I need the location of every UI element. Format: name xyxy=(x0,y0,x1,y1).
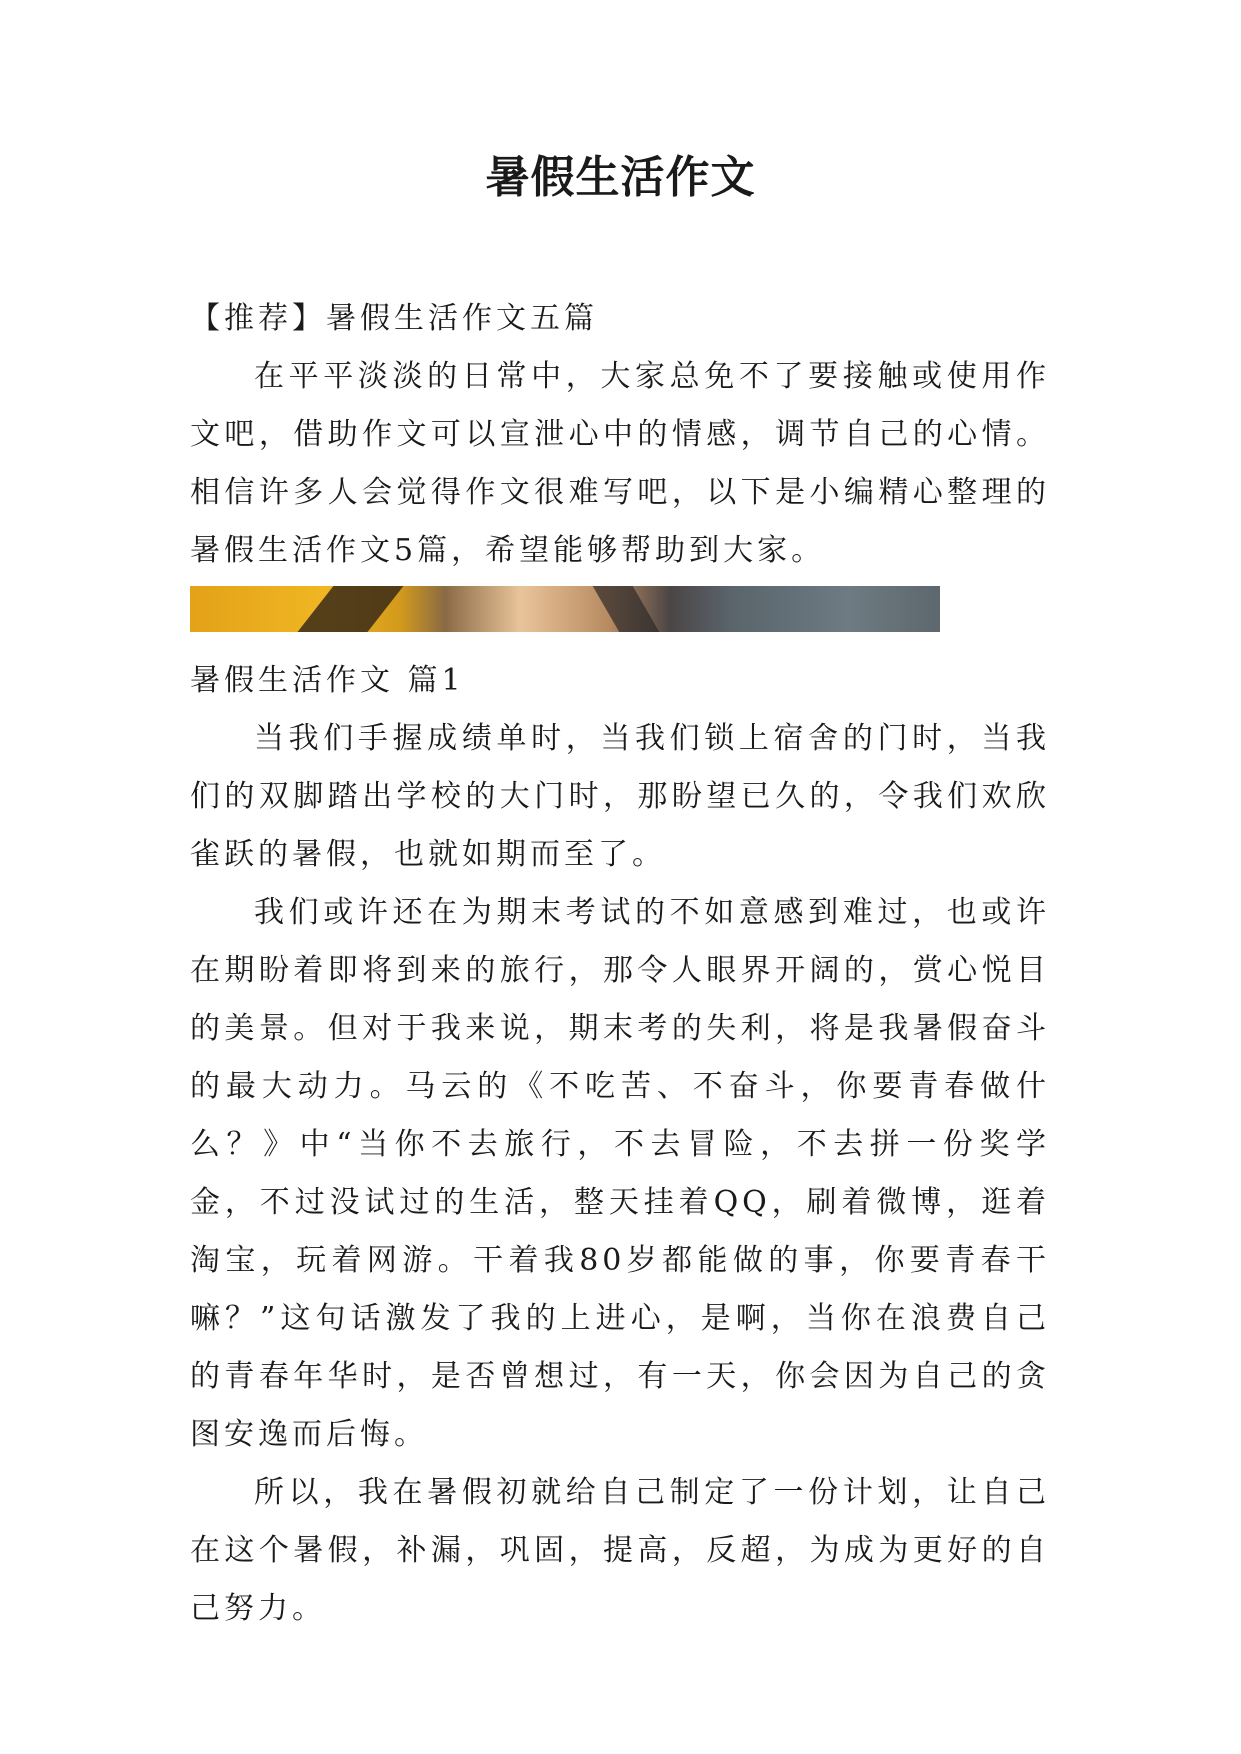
body-paragraph: 所以，我在暑假初就给自己制定了一份计划，让自己在这个暑假，补漏，巩固，提高，反超，为成为更好的自己努力。 xyxy=(190,1475,1050,1626)
intro-paragraph: 在平平淡淡的日常中，大家总免不了要接触或使用作文吧，借助作文可以宣泄心中的情感，调节自己的心情。相信许多人会觉得作文很难写吧，以下是小编精心整理的暑假生活作文5篇，希望能够帮助到大家。 xyxy=(190,359,1050,568)
banner-image xyxy=(190,586,940,632)
banner-shadow-shape xyxy=(271,586,419,632)
section-heading: 暑假生活作文 篇1 xyxy=(190,663,465,698)
document-title: 暑假生活作文 xyxy=(485,152,756,203)
banner-shadow-shape xyxy=(581,586,679,632)
recommend-heading: 【推荐】暑假生活作文五篇 xyxy=(190,301,598,336)
body-paragraph: 我们或许还在为期末考试的不如意感到难过，也或许在期盼着即将到来的旅行，那令人眼界开阔的，赏心悦目的美景。但对于我来说，期末考的失利，将是我暑假奋斗的最大动力。马云的《不吃苦、不奋斗，你要青春做什么？》中“当你不去旅行，不去冒险，不去拼一份奖学金，不过没试过的生活，整天挂着QQ，刷着微博，逛着淘宝，玩着网游。干着我80岁都能做的事，你要青春干嘛？”这句话激发了我的上进心，是啊，当你在浪费自己的青春年华时，是否曾想过，有一天，你会因为自己的贪图安逸而后悔。 xyxy=(190,895,1050,1452)
document-body xyxy=(190,290,1050,1638)
body-paragraph: 当我们手握成绩单时，当我们锁上宿舍的门时，当我们的双脚踏出学校的大门时，那盼望已久的，令我们欢欣雀跃的暑假，也就如期而至了。 xyxy=(190,721,1050,872)
